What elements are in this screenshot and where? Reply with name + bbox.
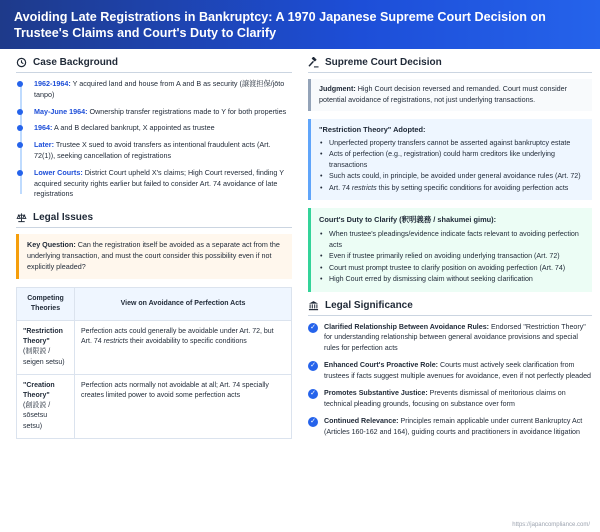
significance-label: Enhanced Court's Proactive Role: — [324, 361, 439, 370]
list-item-text: this by setting specific conditions for avoiding perfection acts — [376, 183, 569, 192]
significance-body: Courts must actively seek clarification from trustees if facts suggest multiple avenues for avoidance, even if not perfectly pleaded — [324, 361, 591, 380]
significance-text — [324, 322, 592, 354]
list-item-emphasis: restricts — [351, 183, 377, 192]
scale-icon — [16, 212, 27, 223]
case-timeline — [16, 79, 292, 200]
timeline-text: Ownership transfer registrations made to Y for both properties — [87, 106, 287, 116]
view-cell — [75, 320, 292, 374]
significance-body: Endorsed "Restriction Theory" for understanding relationship between general avoidance provisions and special rules for perfection acts — [324, 322, 586, 352]
list-item: • Such acts could, in principle, be avoided under general avoidance rules (Art. 72) — [319, 171, 584, 182]
legal-issues-heading — [16, 212, 292, 228]
list-item — [319, 183, 584, 194]
significance-body: Principles remain applicable under current Bankruptcy Act (Articles 160-162 and 164), guiding courts and practitioners in avoidance litigation — [324, 417, 583, 436]
judgment-box — [308, 79, 592, 111]
timeline-item — [34, 140, 292, 162]
history-icon — [16, 57, 27, 68]
timeline-text: District Court upheld X's claims; High Court reversed, finding Y acquired security rights earlier but failed to consider Art. 74 avoidance of late registrations — [34, 167, 284, 199]
timeline-text: Y acquired land and house from A and B as security (譲渡担保/jōto tanpo) — [34, 79, 285, 99]
significance-text — [324, 360, 592, 381]
theory-name: "Restriction Theory" — [23, 327, 63, 346]
right-column — [308, 57, 592, 444]
restriction-theory-box — [308, 119, 592, 201]
significance-text — [324, 388, 592, 409]
timeline-dot — [17, 81, 23, 87]
legal-significance-heading — [308, 300, 592, 316]
left-column — [16, 57, 292, 439]
significance-label: Promotes Substantive Justice: — [324, 389, 428, 398]
theory-name: "Creation Theory" — [23, 381, 55, 399]
check-icon: ✓ — [308, 361, 318, 371]
timeline-item — [34, 123, 292, 134]
timeline-item — [34, 168, 292, 200]
timeline-text: Trustee X sued to avoid transfers as intentional fraudulent acts (Art. 72(1)), seeking cancellation of registrations — [34, 140, 271, 160]
list-item: • Acts of perfection (e.g., registration) could harm creditors like underlying transactions — [319, 149, 584, 170]
table-row — [17, 374, 292, 438]
view-text: Perfection acts normally not avoidable at all; Art. 74 specially creates limited power to avoid some perfection acts — [81, 381, 269, 399]
list-item: • When trustee's pleadings/evidence indicate facts relevant to avoiding perfection acts — [319, 229, 584, 250]
significance-item — [308, 360, 592, 381]
table-header-theories: Competing Theories — [17, 287, 75, 320]
restriction-theory-title: "Restriction Theory" Adopted: — [319, 124, 426, 134]
check-icon: ✓ — [308, 389, 318, 399]
theory-cell — [17, 374, 75, 438]
list-item: • Court must prompt trustee to clarify position on avoiding perfection (Art. 74) — [319, 263, 584, 274]
timeline-dot — [17, 125, 23, 131]
timeline-text: A and B declared bankrupt, X appointed as trustee — [52, 123, 215, 133]
legal-significance-title: Legal Significance — [325, 299, 413, 311]
duty-to-clarify-box — [308, 208, 592, 292]
judgment-label: Judgment: — [319, 84, 356, 93]
case-background-title: Case Background — [33, 57, 119, 68]
duty-to-clarify-title: Court's Duty to Clarify (釈明義務 / shakumei gimu): — [319, 215, 497, 225]
view-text: their avoidability to specific conditions — [128, 338, 247, 346]
significance-label: Clarified Relationship Between Avoidance Rules: — [324, 322, 490, 331]
significance-text — [324, 416, 592, 437]
timeline-date: 1962-1964: — [34, 79, 71, 88]
key-question-text: Can the registration itself be avoided as a separate act from the underlying transaction, and must the court consider this possibility even if not explicitly pleaded? — [27, 240, 280, 271]
table-header-row — [17, 287, 292, 320]
judgment-text: High Court decision reversed and remanded. Court must consider potential avoidance of registrations, not just underlying transactions. — [319, 84, 568, 104]
table-row — [17, 320, 292, 374]
timeline-dot — [17, 109, 23, 115]
timeline-date: Lower Courts: — [34, 167, 83, 177]
key-question-label: Key Question: — [27, 240, 76, 250]
theory-cell — [17, 320, 75, 374]
duty-to-clarify-list — [319, 229, 584, 285]
theory-subtitle: (創設説 / sōsetsu setsu) — [23, 402, 51, 430]
significance-item — [308, 416, 592, 437]
significance-body: Prevents dismissal of meritorious claims on technical pleading grounds, focusing on substance over form — [324, 389, 566, 408]
view-emphasis: restricts — [103, 338, 129, 346]
timeline-dot — [17, 170, 23, 176]
timeline-date: Later: — [34, 140, 54, 150]
significance-item — [308, 388, 592, 409]
significance-item — [308, 322, 592, 354]
significance-label: Continued Relevance: — [324, 417, 399, 426]
view-cell — [75, 374, 292, 438]
list-item: • High Court erred by dismissing claim without seeking clarification — [319, 274, 584, 285]
check-icon: ✓ — [308, 417, 318, 427]
restriction-theory-list — [319, 138, 584, 194]
timeline-date: May-June 1964: — [34, 106, 88, 116]
theory-subtitle: (制限説 / seigen setsu) — [23, 348, 65, 366]
page-header — [0, 0, 600, 49]
page-title: Avoiding Late Registrations in Bankruptcy: A 1970 Japanese Supreme Court Decision on Trustee's Claims and Court's Duty to Clarify — [14, 10, 546, 40]
timeline-item — [34, 79, 292, 101]
footer-url[interactable]: https://japancompliance.com/ — [512, 522, 590, 528]
view-text: Perfection acts could generally be avoidable under Art. 72, but Art. 74 — [81, 327, 274, 346]
institution-icon — [308, 300, 319, 311]
timeline-dot — [17, 142, 23, 148]
supreme-court-title: Supreme Court Decision — [325, 57, 442, 68]
list-item: • Even if trustee primarily relied on avoiding underlying transaction (Art. 72) — [319, 251, 584, 262]
case-background-heading — [16, 57, 292, 73]
timeline-item — [34, 107, 292, 118]
timeline-date: 1964: — [34, 123, 53, 133]
key-question — [16, 234, 292, 278]
supreme-court-heading — [308, 57, 592, 73]
check-icon: ✓ — [308, 323, 318, 333]
list-item: • Unperfected property transfers cannot be asserted against bankruptcy estate — [319, 138, 584, 149]
table-header-view: View on Avoidance of Perfection Acts — [75, 287, 292, 320]
theories-table — [16, 287, 292, 439]
legal-issues-title: Legal Issues — [33, 212, 94, 224]
gavel-icon — [308, 57, 319, 68]
list-item-text: Art. 74 — [329, 183, 352, 192]
